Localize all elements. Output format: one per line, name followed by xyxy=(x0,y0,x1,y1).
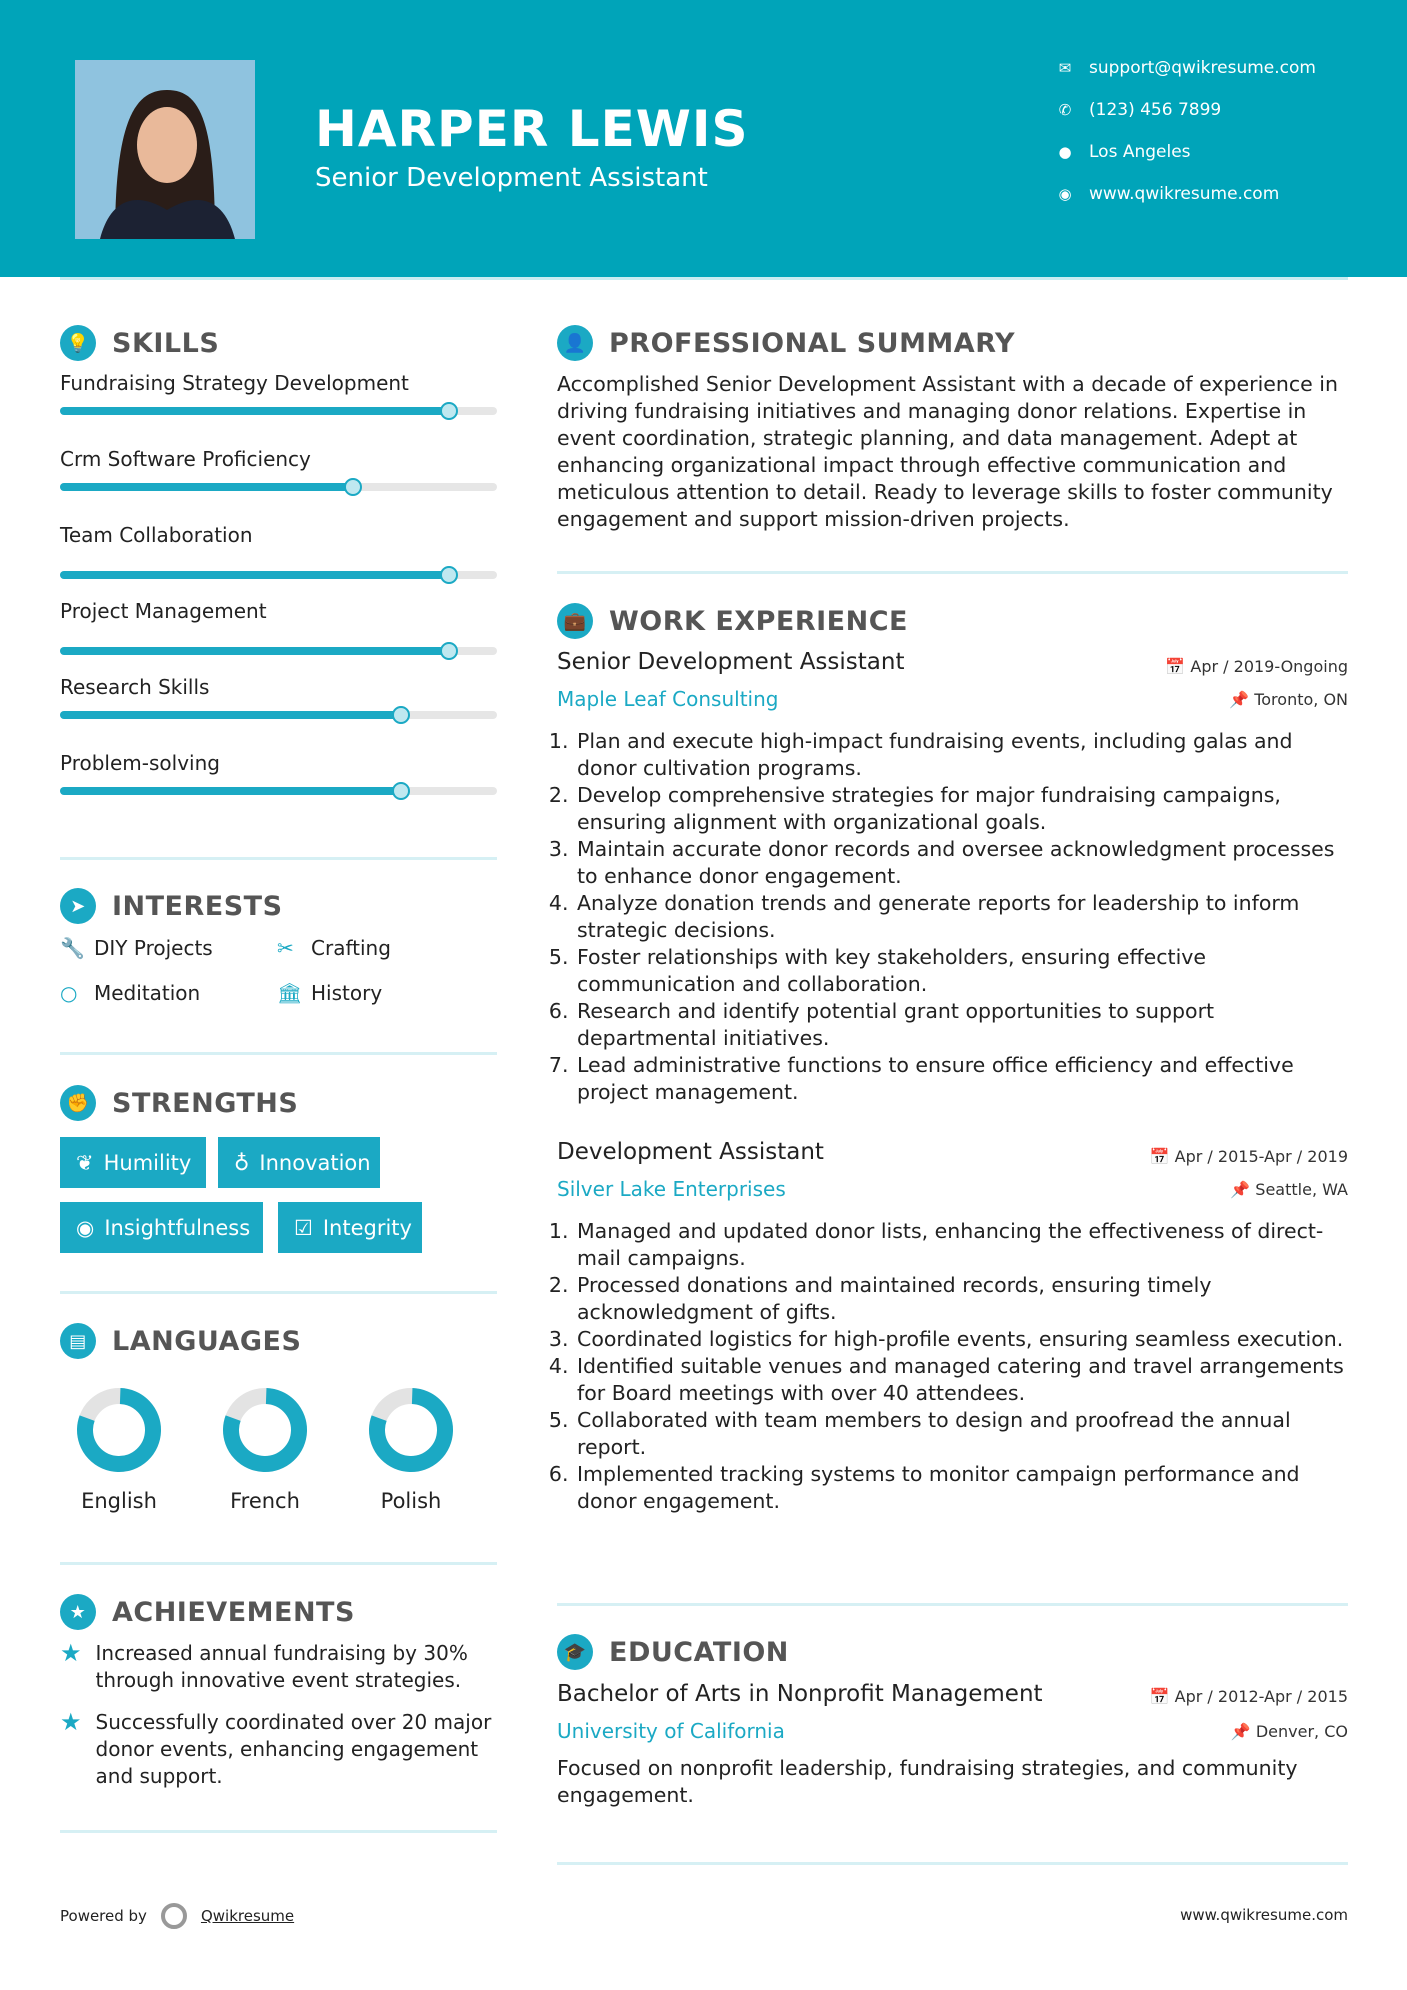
job-dates xyxy=(1165,657,1348,676)
divider xyxy=(60,1291,497,1294)
skill-item xyxy=(60,751,497,827)
skill-item xyxy=(60,371,497,447)
interest-label: Meditation xyxy=(94,981,201,1005)
job-bullets xyxy=(557,728,1357,1106)
skill-label: Team Collaboration xyxy=(60,523,253,547)
skills-title: SKILLS xyxy=(112,327,220,359)
job-bullet: 5. Foster relationships with key stakeholders, ensuring effective communication and collaboration. xyxy=(575,944,1357,998)
powered-by-text: Powered by xyxy=(60,1907,147,1925)
achievements-heading xyxy=(60,1594,355,1630)
strength-tag xyxy=(218,1137,380,1188)
language-donut xyxy=(74,1385,164,1479)
calendar-icon: 📅 xyxy=(1165,657,1191,676)
interests-title: INTERESTS xyxy=(112,890,283,922)
skill-knob xyxy=(392,706,410,724)
interest-label: Crafting xyxy=(311,936,391,960)
skill-knob xyxy=(440,566,458,584)
globe-icon: ◉ xyxy=(1058,185,1072,203)
bank-icon: 🏛 xyxy=(277,981,303,1005)
lightbulb-icon: 💡 xyxy=(60,325,96,361)
skill-label: Research Skills xyxy=(60,675,210,699)
achievement-item xyxy=(60,1709,500,1790)
job-bullet: 1. Plan and execute high-impact fundraising events, including galas and donor cultivation programs. xyxy=(575,728,1357,782)
summary-title: PROFESSIONAL SUMMARY xyxy=(609,327,1016,359)
school: University of California xyxy=(557,1719,785,1743)
skill-bar-fill xyxy=(60,787,401,795)
edu-dates xyxy=(1150,1687,1348,1706)
skill-item xyxy=(60,447,497,523)
job-title: Development Assistant xyxy=(557,1139,824,1165)
location-text: Seattle, WA xyxy=(1255,1180,1348,1199)
website-text: www.qwikresume.com xyxy=(1089,184,1280,204)
skill-bar xyxy=(60,711,497,719)
fist-icon: ✊ xyxy=(60,1085,96,1121)
interest-label: DIY Projects xyxy=(94,936,213,960)
header-divider xyxy=(60,277,1348,280)
divider xyxy=(60,1052,497,1055)
job-bullet: 5. Collaborated with team members to design and proofread the annual report. xyxy=(575,1407,1357,1461)
skill-label: Project Management xyxy=(60,599,267,623)
achievement-item xyxy=(60,1640,500,1694)
job-title: Senior Development Assistant xyxy=(557,649,905,675)
skill-bar xyxy=(60,483,497,491)
job-location xyxy=(1230,1180,1348,1199)
skill-label: Fundraising Strategy Development xyxy=(60,371,409,395)
education-text: Focused on nonprofit leadership, fundraising strategies, and community engagement. xyxy=(557,1756,1298,1807)
skill-item xyxy=(60,523,497,599)
contact-phone[interactable] xyxy=(1055,100,1221,120)
divider xyxy=(557,1603,1348,1606)
interest-item xyxy=(277,936,391,960)
skill-label: Problem-solving xyxy=(60,751,220,775)
skill-bar-fill xyxy=(60,483,353,491)
summary-text: Accomplished Senior Development Assistant with a decade of experience in driving fundraising initiatives and managing donor relations. Expertise in event coordination, strategic planning, and data management. Adept at enhancing organizational impact through effective communication and meticulous attention to detail. Ready to leverage skills to foster community engagement and support mission-driven projects. xyxy=(557,372,1338,531)
briefcase-icon: 💼 xyxy=(557,603,593,639)
location-text: Denver, CO xyxy=(1255,1722,1348,1741)
job-company: Silver Lake Enterprises xyxy=(557,1177,786,1201)
envelope-icon: ✉ xyxy=(1058,59,1072,77)
degree: Bachelor of Arts in Nonprofit Management xyxy=(557,1681,1043,1707)
skill-item xyxy=(60,599,497,675)
job-bullet: 6. Implemented tracking systems to monitor campaign performance and donor engagement. xyxy=(575,1461,1357,1515)
languages-title: LANGUAGES xyxy=(112,1325,302,1357)
skill-knob xyxy=(392,782,410,800)
location-text: Toronto, ON xyxy=(1254,690,1348,709)
job-bullets xyxy=(557,1218,1357,1515)
interest-label: History xyxy=(311,981,383,1005)
strength-label: Innovation xyxy=(259,1150,371,1175)
footer-powered xyxy=(60,1903,294,1929)
skill-bar xyxy=(60,407,497,415)
location-text: Los Angeles xyxy=(1089,142,1191,162)
strength-label: Insightfulness xyxy=(104,1215,251,1240)
divider xyxy=(60,857,497,860)
summary-heading xyxy=(557,325,1015,361)
profile-photo xyxy=(75,60,255,239)
pin-icon: 📌 xyxy=(1230,1722,1256,1741)
skill-bar-fill xyxy=(60,407,449,415)
pin-icon: 📌 xyxy=(1230,1180,1256,1199)
strength-label: Integrity xyxy=(322,1215,412,1240)
language-label: Polish xyxy=(380,1489,442,1513)
languages-heading xyxy=(60,1323,301,1359)
job-bullet: 4. Identified suitable venues and managed catering and travel arrangements for Board meetings with over 40 attendees. xyxy=(575,1353,1357,1407)
skill-item xyxy=(60,675,497,751)
wrench-icon: 🔧 xyxy=(60,936,85,960)
skill-label: Crm Software Proficiency xyxy=(60,447,311,471)
candidate-title: Senior Development Assistant xyxy=(315,163,708,193)
language-label: English xyxy=(81,1489,157,1513)
job-bullet: 2. Processed donations and maintained records, ensuring timely acknowledgment of gifts. xyxy=(575,1272,1357,1326)
brand-link[interactable]: Qwikresume xyxy=(200,1907,295,1925)
contact-location xyxy=(1055,142,1191,162)
phone-text: (123) 456 7899 xyxy=(1089,100,1222,120)
education-title: EDUCATION xyxy=(609,1636,789,1668)
leaf-icon: ❦ xyxy=(76,1150,94,1175)
interest-item xyxy=(60,936,213,960)
edu-location xyxy=(1231,1722,1348,1741)
graduate-icon: 🎓 xyxy=(557,1634,593,1670)
circle-icon: ○ xyxy=(60,981,78,1005)
achievements-title: ACHIEVEMENTS xyxy=(112,1596,355,1628)
star-icon: ★ xyxy=(60,1708,82,1736)
job-bullet: 2. Develop comprehensive strategies for major fundraising campaigns, ensuring alignment with organizational goals. xyxy=(575,782,1357,836)
achievement-text: Increased annual fundraising by 30% through innovative event strategies. xyxy=(95,1641,468,1692)
strength-label: Humility xyxy=(103,1150,192,1175)
strength-tag xyxy=(60,1137,206,1188)
skill-knob xyxy=(440,642,458,660)
star-badge-icon: ★ xyxy=(60,1594,96,1630)
job-bullet: 3. Coordinated logistics for high-profile events, ensuring seamless execution. xyxy=(575,1326,1357,1353)
job-bullet: 6. Research and identify potential grant opportunities to support departmental initiatives. xyxy=(575,998,1357,1052)
calendar-icon: 📅 xyxy=(1149,1147,1175,1166)
skills-list xyxy=(60,371,497,827)
skill-bar-fill xyxy=(60,571,449,579)
skill-bar xyxy=(60,571,497,579)
job-bullet: 3. Maintain accurate donor records and oversee acknowledgment processes to enhance donor engagement. xyxy=(575,836,1357,890)
lightbulb-icon: ♁ xyxy=(234,1150,250,1175)
dates-text: Apr / 2019-Ongoing xyxy=(1190,657,1348,676)
skill-bar-fill xyxy=(60,711,401,719)
language-card-icon: ▤ xyxy=(60,1323,96,1359)
language-donut xyxy=(220,1385,310,1479)
map-pin-icon: ● xyxy=(1058,143,1072,161)
strength-tag xyxy=(278,1202,422,1253)
dates-text: Apr / 2015-Apr / 2019 xyxy=(1174,1147,1348,1166)
strengths-heading xyxy=(60,1085,298,1121)
job-bullet: 7. Lead administrative functions to ensure office efficiency and effective project management. xyxy=(575,1052,1357,1106)
star-icon: ★ xyxy=(60,1639,82,1667)
email-text: support@qwikresume.com xyxy=(1089,58,1316,78)
job-bullet: 4. Analyze donation trends and generate reports for leadership to inform strategic decisions. xyxy=(575,890,1357,944)
strength-tag xyxy=(60,1202,263,1253)
eye-icon: ◉ xyxy=(76,1215,95,1240)
job-dates xyxy=(1150,1147,1348,1166)
strengths-title: STRENGTHS xyxy=(112,1087,299,1119)
footer-url[interactable]: www.qwikresume.com xyxy=(1180,1906,1348,1924)
skill-knob xyxy=(440,402,458,420)
skill-knob xyxy=(344,478,362,496)
pin-icon: 📌 xyxy=(1229,690,1255,709)
divider xyxy=(557,571,1348,574)
dates-text: Apr / 2012-Apr / 2015 xyxy=(1174,1687,1348,1706)
job-company: Maple Leaf Consulting xyxy=(557,687,779,711)
language-donut xyxy=(366,1385,456,1479)
achievement-text: Successfully coordinated over 20 major donor events, enhancing engagement and support. xyxy=(95,1710,492,1788)
skill-bar-fill xyxy=(60,647,449,655)
job-bullet: 1. Managed and updated donor lists, enhancing the effectiveness of direct-mail campaigns. xyxy=(575,1218,1357,1272)
interest-item xyxy=(277,981,382,1005)
calendar-icon: 📅 xyxy=(1149,1687,1175,1706)
skill-bar xyxy=(60,647,497,655)
paper-plane-icon: ➤ xyxy=(60,888,96,924)
user-icon: 👤 xyxy=(557,325,593,361)
divider xyxy=(60,1562,497,1565)
divider xyxy=(557,1862,1348,1865)
qwikresume-logo-icon xyxy=(161,1903,187,1929)
phone-icon: ✆ xyxy=(1058,101,1072,119)
scissors-icon: ✂ xyxy=(277,936,294,960)
contact-email[interactable] xyxy=(1055,58,1316,78)
work-title: WORK EXPERIENCE xyxy=(609,605,908,637)
work-heading xyxy=(557,603,908,639)
job-location xyxy=(1229,690,1348,709)
skill-bar xyxy=(60,787,497,795)
education-heading xyxy=(557,1634,789,1670)
interests-heading xyxy=(60,888,283,924)
interest-item xyxy=(60,981,200,1005)
skills-heading xyxy=(60,325,219,361)
contact-website[interactable] xyxy=(1055,184,1279,204)
divider xyxy=(60,1830,497,1833)
language-label: French xyxy=(230,1489,300,1513)
candidate-name: HARPER LEWIS xyxy=(315,100,749,158)
check-square-icon: ☑ xyxy=(294,1215,313,1240)
